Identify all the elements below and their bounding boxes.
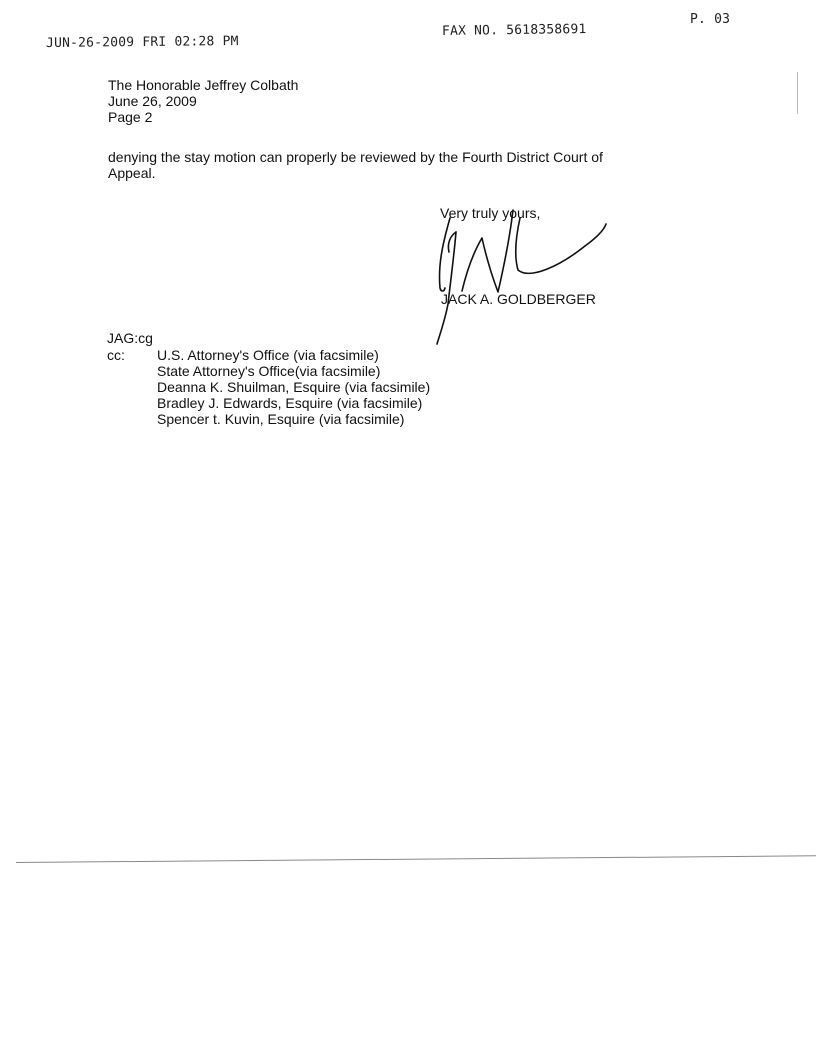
letter-heading	[108, 77, 298, 125]
cc-recipient: Deanna K. Shuilman, Esquire (via facsimile)	[157, 379, 431, 395]
fax-page-number: P. 03	[690, 12, 731, 27]
letter-date: June 26, 2009	[108, 93, 197, 109]
fax-number: FAX NO. 5618358691	[441, 21, 587, 39]
letter-body	[108, 149, 603, 181]
cc-recipient-list	[157, 347, 430, 427]
cc-recipient: U.S. Attorney's Office (via facsimile)	[157, 347, 379, 363]
page-label: Page 2	[108, 109, 153, 125]
closing-salutation: Very truly yours,	[440, 205, 541, 221]
handwritten-signature	[420, 196, 620, 346]
body-line: denying the stay motion can properly be reviewed by the Fourth District Court of	[108, 149, 603, 165]
scan-divider-line	[16, 855, 816, 863]
typist-initials: JAG:cg	[107, 330, 153, 346]
cc-recipient: Spencer t. Kuvin, Esquire (via facsimile)	[157, 411, 405, 427]
body-line: Appeal.	[108, 165, 156, 181]
cc-recipient: State Attorney's Office(via facsimile)	[157, 363, 381, 379]
cc-label: cc:	[107, 347, 125, 363]
cc-recipient: Bradley J. Edwards, Esquire (via facsimile)	[157, 395, 423, 411]
recipient-name: The Honorable Jeffrey Colbath	[108, 77, 299, 93]
scan-edge-mark	[797, 72, 798, 114]
signer-name: JACK A. GOLDBERGER	[441, 291, 596, 307]
fax-date-time: JUN-26-2009 FRI 02:28 PM	[45, 33, 239, 51]
